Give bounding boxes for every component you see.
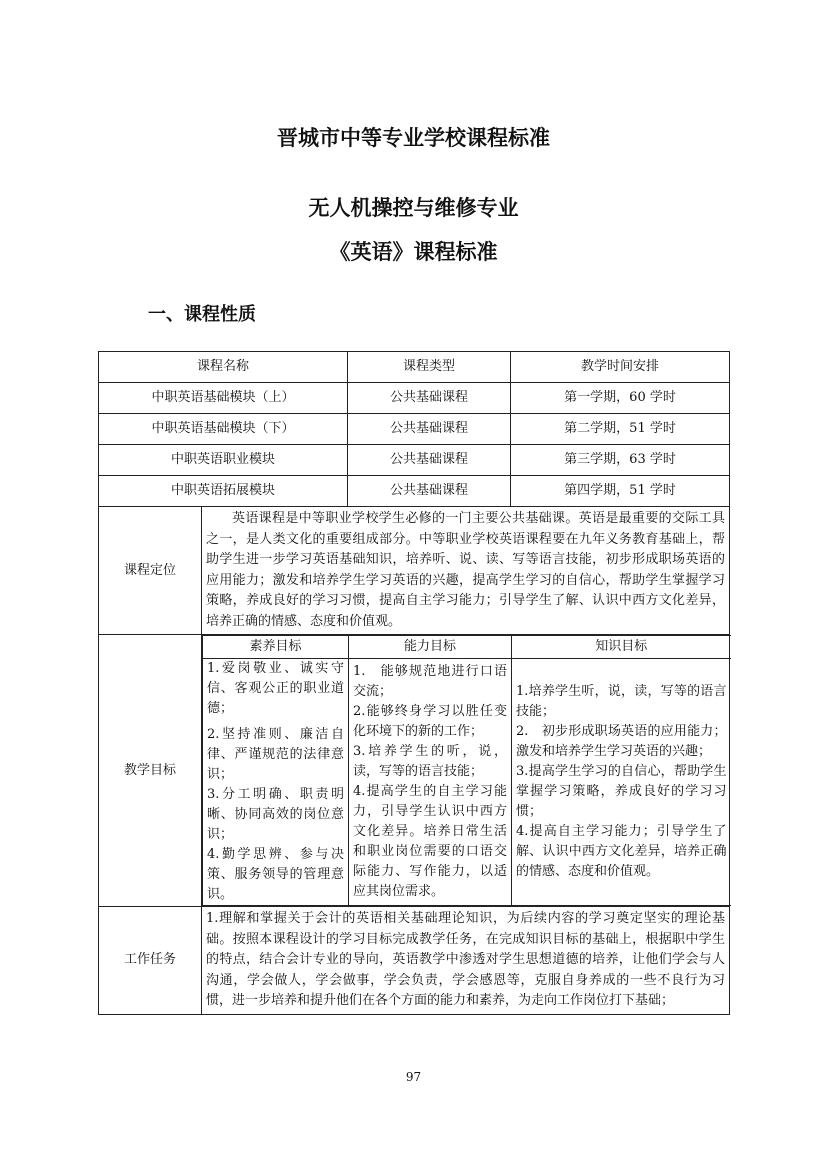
course-name-cell: 中职英语基础模块（上）	[99, 383, 348, 414]
positioning-label: 课程定位	[99, 507, 202, 635]
objectives-inner-table	[202, 635, 731, 906]
column-header-schedule: 教学时间安排	[511, 352, 730, 383]
course-type-cell: 公共基础课程	[348, 476, 511, 507]
schedule-cell: 第二学期，51 学时	[511, 414, 730, 445]
major-title: 无人机操控与维修专业	[308, 196, 519, 220]
section-heading-course-nature: 一、课程性质	[148, 304, 256, 325]
tasks-text: 1.理解和掌握关于会计的英语相关基础理论知识，为后续内容的学习奠定坚实的理论基础。按照本课程设计的学习目标完成教学任务，在完成知识目标的基础上，根据职中学生的特点，结合会计专业的导向，英语教学中渗透对学生思想道德的培养，让他们学会与人沟通，学会做人，学会做事，学会负责，学会感恩等，克服自身养成的一些不良行为习惯，进一步培养和提升他们在各个方面的能力和素养，为走向工作岗位打下基础；	[202, 907, 730, 1015]
list-item: 4.提高自主学习能力；引导学生了解、认识中西方文化差异，培养正确的情感、态度和价值观。	[516, 824, 727, 879]
table-row	[99, 414, 730, 445]
list-item: 2.坚持准则、廉洁自律、严谨规范的法律意识；	[207, 727, 344, 782]
list-item: 1. 能够规范地进行口语交流；	[353, 664, 507, 699]
list-item: 4.提高学生的自主学习能力，引导学生认识中西方文化差异。培养日常生活和职业岗位需要的口语交际能力、写作能力，以适应其岗位需求。	[353, 784, 507, 899]
quality-objectives-header: 素养目标	[203, 636, 349, 659]
ability-objectives-header: 能力目标	[349, 636, 512, 659]
objectives-grid	[202, 635, 730, 907]
course-name-cell: 中职英语基础模块（下）	[99, 414, 348, 445]
quality-objectives-list	[203, 659, 349, 906]
schedule-cell: 第四学期，51 学时	[511, 476, 730, 507]
tasks-label: 工作任务	[99, 907, 202, 1015]
tasks-row	[99, 907, 730, 1015]
column-header-course-name: 课程名称	[99, 352, 348, 383]
list-item: 1.爱岗敬业、诚实守信、客观公正的职业道德；	[207, 661, 344, 716]
objectives-header-row	[203, 636, 731, 659]
positioning-row	[99, 507, 730, 635]
document-title: 晋城市中等专业学校课程标准	[277, 126, 550, 150]
table-row	[99, 476, 730, 507]
column-header-course-type: 课程类型	[348, 352, 511, 383]
course-name-cell: 中职英语职业模块	[99, 445, 348, 476]
list-item: 2. 初步形成职场英语的应用能力；激发和培养学生学习英语的兴趣；	[516, 724, 727, 759]
schedule-cell: 第三学期，63 学时	[511, 445, 730, 476]
positioning-text: 英语课程是中等职业学校学生必修的一门主要公共基础课。英语是最重要的交际工具之一，是人类文化的重要组成部分。中等职业学校英语课程要在九年义务教育基础上，帮助学生进一步学习英语基础知识，培养听、说、读、写等语言技能，初步形成职场英语的应用能力；激发和培养学生学习英语的兴趣，提高学生学习的自信心，帮助学生掌握学习策略，养成良好的学习习惯，提高自主学习能力；引导学生了解、认识中西方文化差异，培养正确的情感、态度和价值观。	[202, 507, 730, 635]
list-item: 4.勤学思辨、参与决策、服务领导的管理意识。	[207, 847, 344, 902]
ability-objectives-list	[349, 659, 512, 906]
list-item: 1.培养学生听，说，读，写等的语言技能；	[516, 684, 727, 719]
objectives-label: 教学目标	[99, 635, 202, 907]
table-row	[99, 445, 730, 476]
course-type-cell: 公共基础课程	[348, 445, 511, 476]
table-header-row	[99, 352, 730, 383]
objectives-row	[99, 635, 730, 907]
list-item: 2.能够终身学习以胜任变化环境下的新的工作；	[353, 704, 507, 739]
list-item: 3.分工明确、职责明晰、协同高效的岗位意识；	[207, 787, 344, 842]
list-item: 3.培养学生的听，说，读，写等的语言技能；	[353, 744, 507, 779]
course-type-cell: 公共基础课程	[348, 414, 511, 445]
course-title: 《英语》课程标准	[329, 240, 498, 264]
table-row	[99, 383, 730, 414]
course-standard-table	[98, 351, 730, 1015]
knowledge-objectives-header: 知识目标	[512, 636, 731, 659]
list-item: 3.提高学生学习的自信心，帮助学生掌握学习策略，养成良好的学习习惯；	[516, 764, 727, 819]
page-number: 97	[405, 1070, 422, 1084]
course-name-cell: 中职英语拓展模块	[99, 476, 348, 507]
course-type-cell: 公共基础课程	[348, 383, 511, 414]
knowledge-objectives-list	[512, 659, 731, 906]
objectives-content-row	[203, 659, 731, 906]
schedule-cell: 第一学期，60 学时	[511, 383, 730, 414]
